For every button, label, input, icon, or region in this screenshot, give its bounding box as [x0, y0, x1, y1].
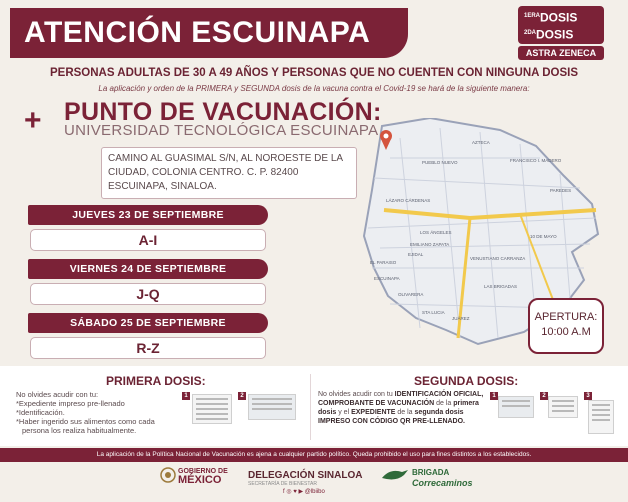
map-label: JUÁREZ: [452, 316, 470, 321]
mexico-emblem-icon: [160, 466, 176, 484]
plus-icon: +: [24, 104, 42, 137]
map-label: EJIDAL: [408, 252, 424, 257]
map-label: AZTECA: [472, 140, 490, 145]
document-thumbnail: [588, 400, 614, 434]
page-title: ATENCIÓN ESCUINAPA: [24, 16, 371, 49]
panel-divider: [310, 374, 311, 440]
audience-subline: La aplicación y orden de la PRIMERA y SEGUNDA dosis de la vacuna contra el Covid-19 se hará de la siguiente manera:: [98, 84, 530, 93]
address-line: CAMINO AL GUASIMAL S/N, AL NOROESTE DE LA: [108, 153, 344, 164]
dose1-superscript: 1ERA: [524, 13, 541, 19]
delegacion-logo: DELEGACIÓN SINALOA: [248, 470, 363, 481]
requirement-line: persona los realiza habitualmente.: [22, 426, 137, 435]
map-label: VENUSTIANO CARRANZA: [470, 256, 526, 261]
map-label: PUEBLO NUEVO: [422, 160, 458, 165]
schedule-day-2: VIERNES 24 DE SEPTIEMBRE: [28, 259, 268, 279]
id-card-thumbnail: [498, 396, 534, 418]
step-number: 1: [182, 392, 190, 400]
dose-badge: [518, 6, 604, 44]
map-label: LÁZARO CÁRDENAS: [386, 198, 431, 203]
dose1-label: DOSIS: [540, 10, 578, 25]
map-label: FRANCISCO I. MADERO: [510, 158, 562, 163]
map-label: OLIVARERA: [398, 292, 424, 297]
gobierno-logo: GOBIERNO DE MÉXICO: [178, 468, 228, 486]
second-dose-requirements: No olvides acudir con tu IDENTIFICACIÓN OFICIAL, COMPROBANTE DE VACUNACIÓN de la primera dosis y el EXPEDIENTE de la segunda dosis IMPRESO CON CÓDIGO QR PRE-LLENADO.: [318, 391, 484, 425]
vaccination-point-title: PUNTO DE VACUNACIÓN:: [64, 98, 382, 126]
schedule-letters-1: A-I: [30, 229, 266, 251]
map-label: ESCUINAPA: [374, 276, 400, 281]
first-dose-title: PRIMERA DOSIS:: [106, 374, 206, 388]
requirement-line: *Expediente impreso pre-llenado: [16, 399, 125, 408]
requirement-line: No olvides acudir con tu:: [16, 390, 99, 399]
audience-headline: PERSONAS ADULTAS DE 30 A 49 AÑOS Y PERSONAS QUE NO CUENTEN CON NINGUNA DOSIS: [49, 67, 579, 79]
schedule-letters-3: R-Z: [30, 337, 266, 359]
id-card-thumbnail: [248, 394, 296, 420]
social-handles: f ◎ ♥ ▶ @lbiibo: [283, 489, 325, 495]
vaccination-place: UNIVERSIDAD TECNOLÓGICA ESCUINAPA: [64, 122, 379, 139]
schedule-day-1: JUEVES 23 DE SEPTIEMBRE: [28, 205, 268, 225]
map-label: LAS BRIGADAS: [484, 284, 518, 289]
map-label: STA LUCIA: [422, 310, 445, 315]
opening-label: APERTURA:: [534, 311, 598, 323]
step-number: 3: [584, 392, 592, 400]
delegacion-subtitle: SECRETARÍA DE BIENESTAR: [248, 481, 317, 487]
map-label: 10 DE MAYO: [530, 234, 557, 239]
step-number: 2: [238, 392, 246, 400]
roadrunner-icon: [380, 466, 410, 484]
step-number: 2: [540, 392, 548, 400]
opening-time: 10:00 A.M: [541, 326, 591, 338]
schedule-letters-2: J-Q: [30, 283, 266, 305]
map-label: PAREDES: [550, 188, 572, 193]
address-box: [101, 147, 357, 199]
political-disclaimer: La aplicación de la Política Nacional de Vacunación es ajena a cualquier partido político. Queda prohibido el uso para fines distintos a los establecidos.: [0, 448, 628, 462]
dose2-label: DOSIS: [536, 27, 574, 42]
schedule-day-3: SÁBADO 25 DE SEPTIEMBRE: [28, 313, 268, 333]
requirement-line: *Haber ingerido sus alimentos como cada: [16, 417, 155, 426]
step-number: 1: [490, 392, 498, 400]
map-label: LOS ÁNGELES: [420, 230, 452, 235]
first-dose-requirements: [16, 390, 186, 435]
address-line: CIUDAD, COLONIA CENTRO. C. P. 82400: [108, 167, 299, 178]
vaccine-brand-badge: ASTRA ZENECA: [518, 46, 604, 60]
map-label: EMILIANO ZAPATA: [410, 242, 450, 247]
document-thumbnail: [192, 394, 232, 424]
certificate-thumbnail: [548, 396, 578, 418]
dose2-superscript: 2DA: [524, 30, 537, 37]
map-label: EL PARAISO: [370, 260, 397, 265]
requirement-line: *Identificación.: [16, 408, 65, 417]
second-dose-title: SEGUNDA DOSIS:: [414, 374, 519, 388]
brigada-logo: BRIGADA Correcaminos: [412, 468, 473, 488]
opening-time-box: [528, 298, 604, 354]
address-line: ESCUINAPA, SINALOA.: [108, 181, 217, 192]
page-title-bar: [10, 8, 408, 58]
